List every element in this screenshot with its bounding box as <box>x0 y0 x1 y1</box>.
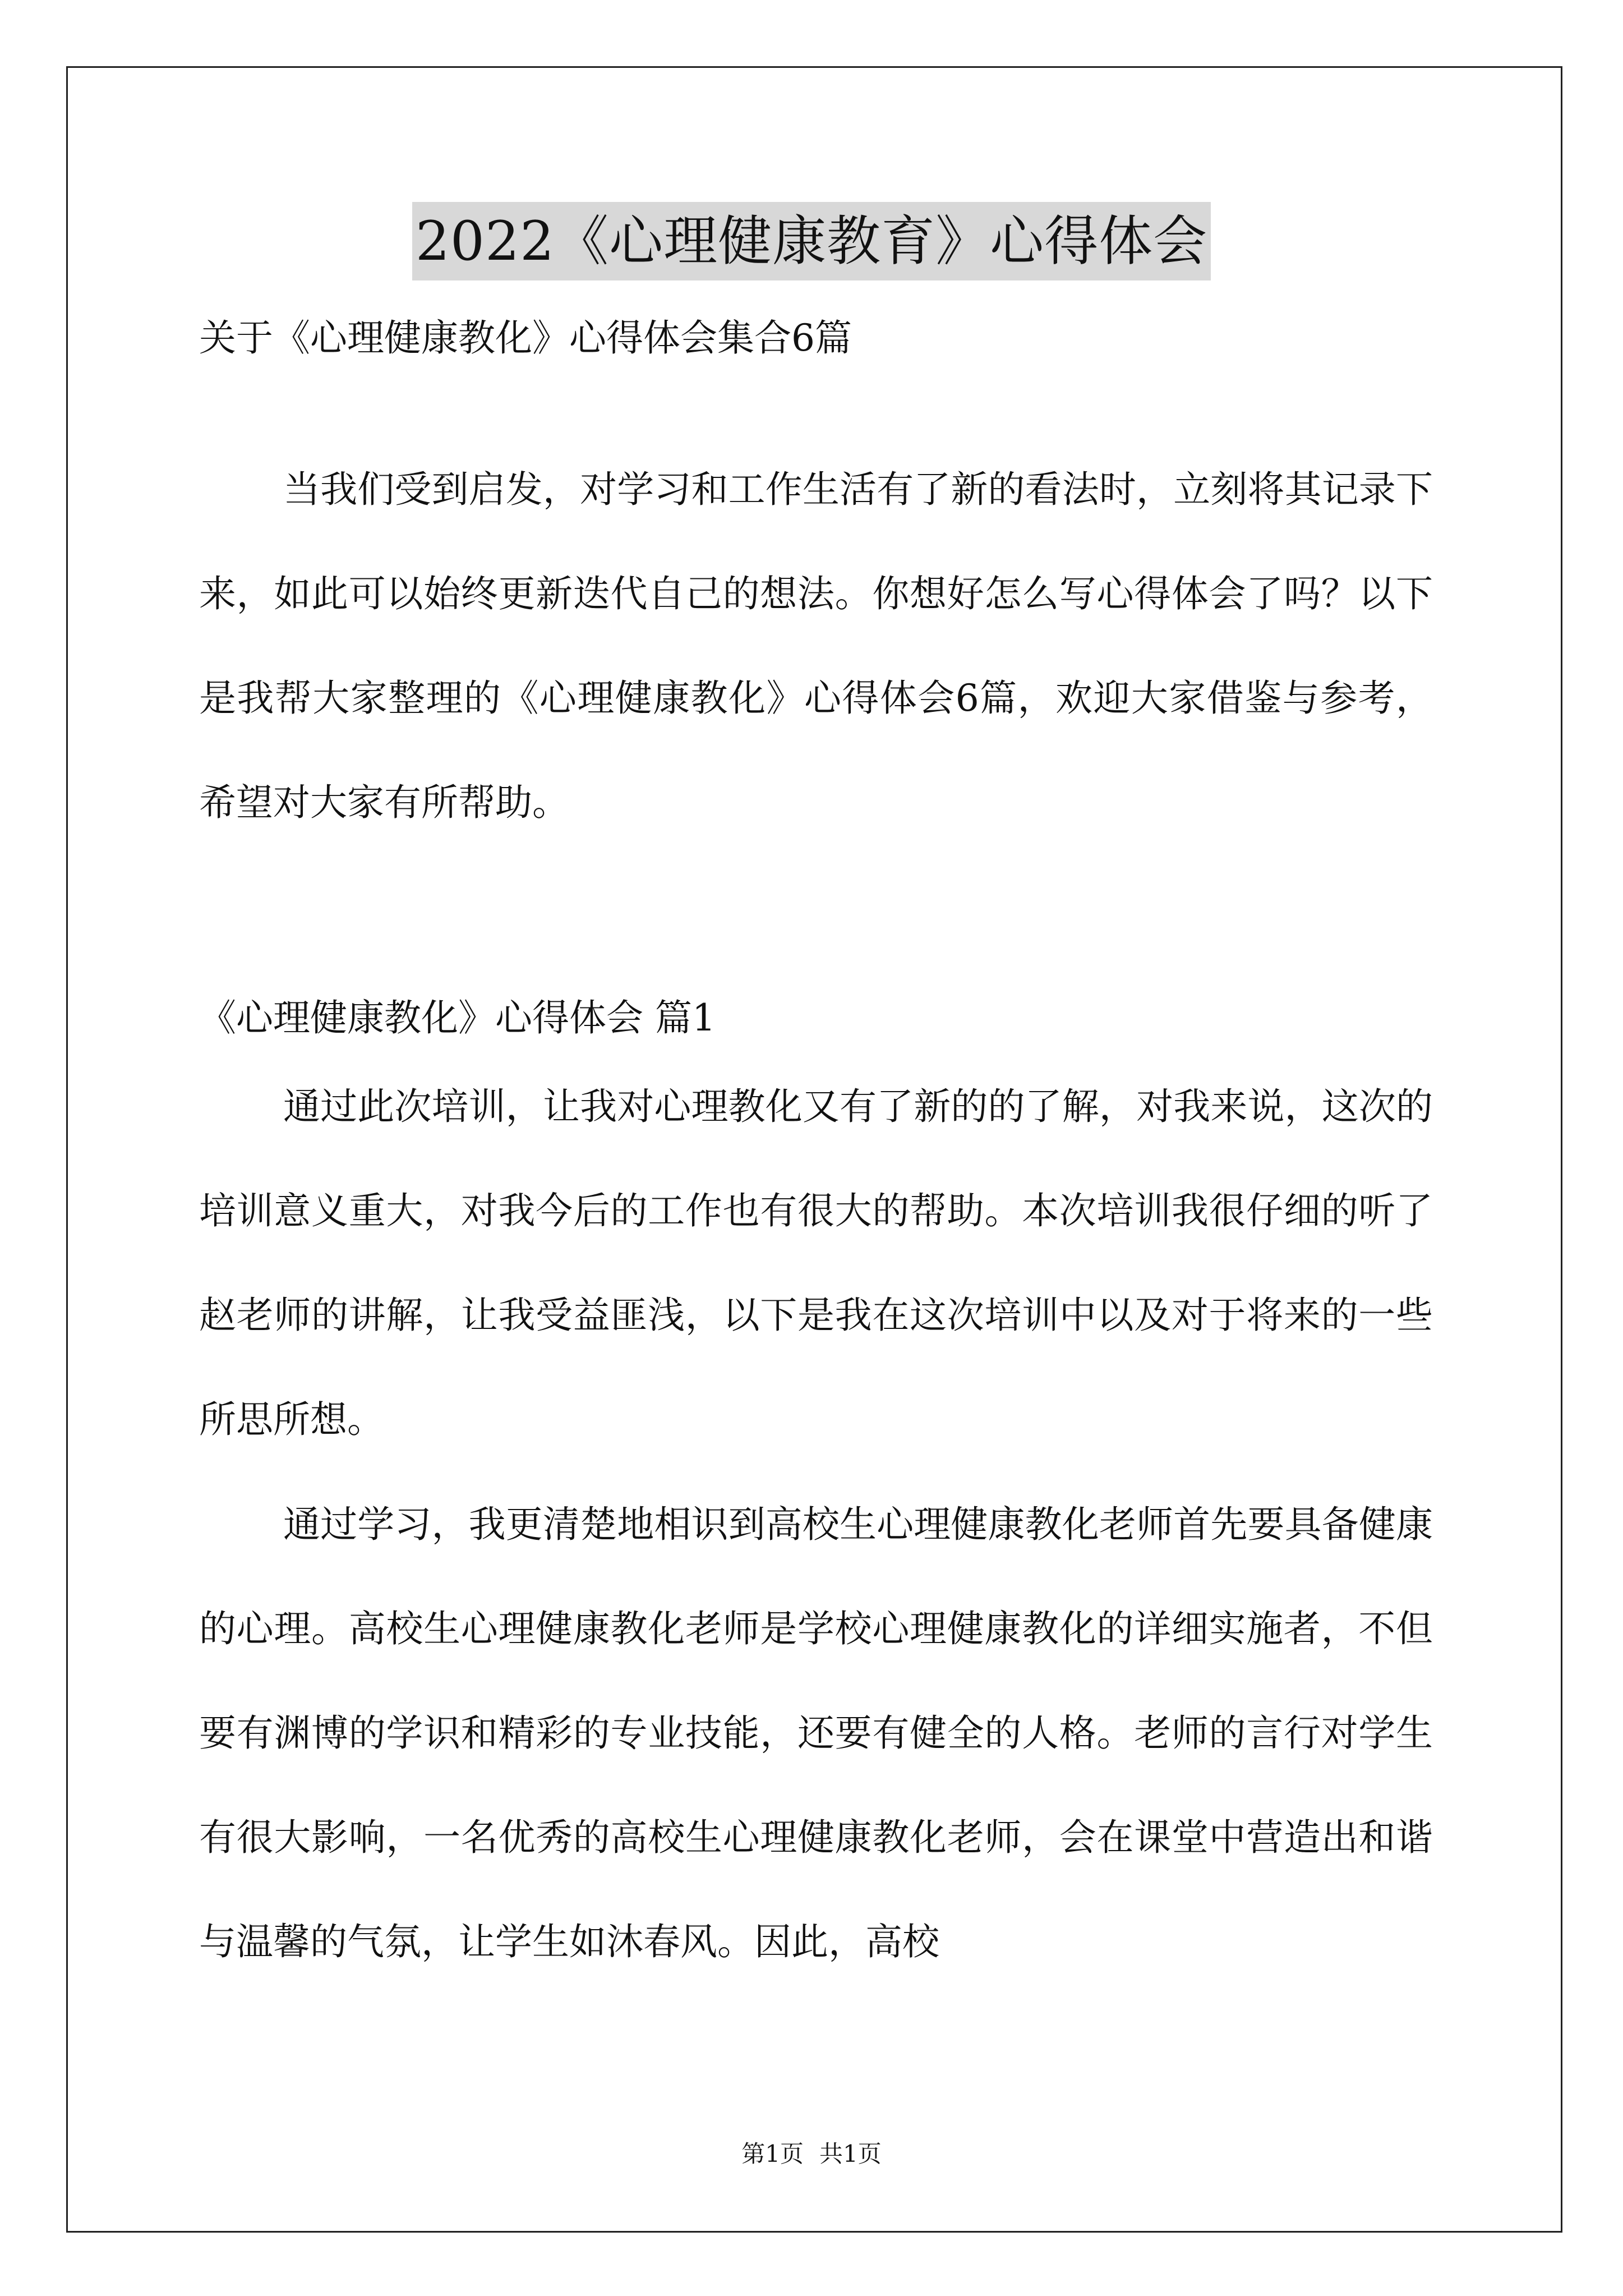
intro-paragraph: 当我们受到启发，对学习和工作生活有了新的看法时，立刻将其记录下来，如此可以始终更新迭代自己的想法。你想好怎么写心得体会了吗？以下是我帮大家整理的《心理健康教化》心得体会6篇，欢迎大家借鉴与参考，希望对大家有所帮助。 <box>199 468 1433 824</box>
page-footer <box>0 2137 1623 2171</box>
section-1-paragraph-2: 通过学习，我更清楚地相识到高校生心理健康教化老师首先要具备健康的心理。高校生心理健康教化老师是学校心理健康教化的详细实施者，不但要有渊博的学识和精彩的专业技能，还要有健全的人格。老师的言行对学生有很大影响，一名优秀的高校生心理健康教化老师，会在课堂中营造出和谐与温馨的气氛，让学生如沐春风。因此，高校 <box>199 1503 1433 1963</box>
document-title: 2022《心理健康教育》心得体会 <box>412 202 1211 280</box>
section-1-paragraph-1: 通过此次培训，让我对心理教化又有了新的的了解，对我来说，这次的培训意义重大，对我今后的工作也有很大的帮助。本次培训我很仔细的听了赵老师的讲解，让我受益匪浅，以下是我在这次培训中以及对于将来的一些所思所想。 <box>199 1085 1433 1441</box>
section-1-heading: 《心理健康教化》心得体会 篇1 <box>199 996 716 1039</box>
title-container <box>0 202 1623 280</box>
page-total: 共1页 <box>819 2140 882 2168</box>
document-subtitle: 关于《心理健康教化》心得体会集合6篇 <box>199 316 852 360</box>
page-number: 第1页 <box>741 2140 804 2168</box>
